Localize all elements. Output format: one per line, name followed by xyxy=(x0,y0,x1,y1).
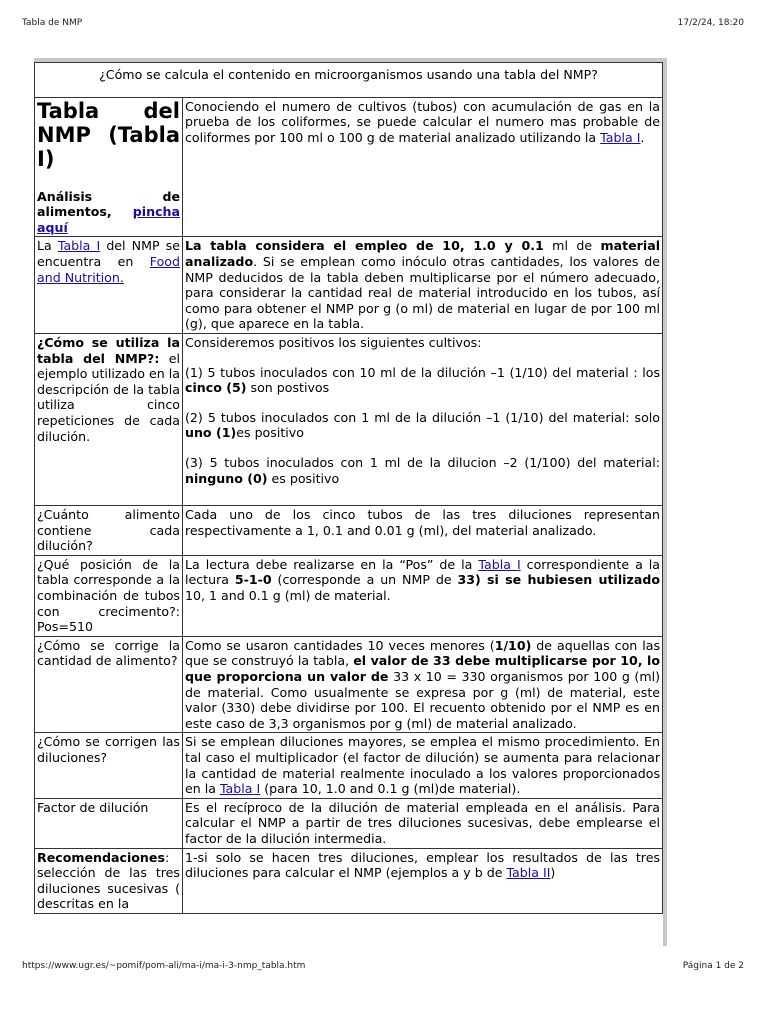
row-answer-cell: Conociendo el numero de cultivos (tubos) con acumulación de gas en la prueba de los coliformes, se puede calcular el numero mas probable de coliformes por 100 ml o 100 g de material analizado utilizando la Tabla I. xyxy=(183,97,663,237)
row-answer-cell: Consideremos positivos los siguientes cultivos: (1) 5 tubos inoculados con 10 ml de la dilución –1 (1/10) del material : los cinco (5) son postivos (2) 5 tubos inoculados con 1 ml de la dilución –1 (1/10) del material: solo uno (1)es positivo (3) 5 tubos inoculados con 1 ml de la dilucion –2 (1/100) del material: ninguno (0) es positivo xyxy=(183,333,663,505)
row-question-cell: ¿Cómo se corrigen las diluciones? xyxy=(35,733,183,798)
pincha-aqui-link[interactable]: pincha aquí xyxy=(37,204,180,235)
print-footer-page: Página 1 de 2 xyxy=(682,961,744,971)
tabla-i-link[interactable]: Tabla I xyxy=(57,238,101,254)
print-footer-url: https://www.ugr.es/~pomif/pom-ali/ma-i/ma-i-3-nmp_tabla.htm xyxy=(22,961,306,971)
row-answer-cell: Cada uno de los cinco tubos de las tres diluciones representan respectivamente a 1, 0.1 and 0.01 g (ml), del material analizado. xyxy=(183,506,663,556)
row-question-cell: ¿Qué posición de la tabla corresponde a la combinación de tubos con crecimento?: Pos=510 xyxy=(35,555,183,636)
row-answer-cell: La lectura debe realizarse en la “Pos” de la Tabla I correspondiente a la lectura 5-1-0 (corresponde a un NMP de 33) si se hubiesen utilizado 10, 1 and 0.1 g (ml) de material. xyxy=(183,555,663,636)
row-question-cell: Recomendaciones: selección de las tres diluciones sucesivas ( descritas en la xyxy=(35,848,183,913)
table-row xyxy=(35,848,663,913)
print-header-datetime: 17/2/24, 18:20 xyxy=(677,18,744,28)
row-question-cell: La Tabla I del NMP se encuentra en Food and Nutrition. xyxy=(35,237,183,334)
tabla-i-link[interactable]: Tabla I xyxy=(478,556,521,572)
table-row xyxy=(35,333,663,505)
row-answer-cell: Si se emplean diluciones mayores, se emplea el mismo procedimiento. En tal caso el multiplicador (el factor de dilución) se aumenta para relacionar la cantidad de material realmente inoculado a los valores proporcionados en la Tabla I (para 10, 1.0 and 0.1 g (ml)de material). xyxy=(183,733,663,798)
tabla-i-link[interactable]: Tabla I xyxy=(219,781,261,797)
print-header-title: Tabla de NMP xyxy=(22,18,83,28)
row-question-cell: ¿Cómo se corrige la cantidad de alimento? xyxy=(35,636,183,733)
row-answer-cell: Como se usaron cantidades 10 veces menores (1/10) de aquellas con las que se construyó la tabla, el valor de 33 debe multiplicarse por 10, lo que proporciona un valor de 33 x 10 = 330 organismos por 100 g (ml) de material. Como usualmente se expresa por g (ml) de material, este valor (330) debe dividirse por 100. El recuento obtenido por el NMP es en este caso de 3,3 organismos por g (ml) de material analizado. xyxy=(183,636,663,733)
table-row xyxy=(35,733,663,798)
table-row xyxy=(35,237,663,334)
row-question-cell: Factor de dilución xyxy=(35,798,183,848)
nmp-table xyxy=(34,62,663,914)
culture-3: (3) 5 tubos inoculados con 1 ml de la dilucion –2 (1/100) del material: ninguno (0) es positivo xyxy=(185,454,661,486)
culture-2: (2) 5 tubos inoculados con 1 ml de la dilución –1 (1/10) del material: solo uno (1)es positivo xyxy=(185,409,661,441)
tabla-i-link[interactable]: Tabla I xyxy=(600,129,641,145)
title-row xyxy=(35,63,663,98)
table-row xyxy=(35,636,663,733)
title-question: ¿Cómo se calcula el contenido en microorganismos usando una tabla del NMP? xyxy=(35,63,663,98)
table-row xyxy=(35,506,663,556)
row-answer-cell: Es el recíproco de la dilución de material empleada en el análisis. Para calcular el NMP a partir de tres diluciones sucesivas, debe emplearse el factor de la dilución intermedia. xyxy=(183,798,663,848)
table-heading: Tabla del NMP (Tabla I) xyxy=(37,98,180,171)
row-answer-cell: 1-si solo se hacen tres diluciones, emplear los resultados de las tres diluciones para calcular el NMP (ejemplos a y b de Tabla II) xyxy=(183,848,663,913)
tabla-ii-link[interactable]: Tabla II xyxy=(506,865,551,881)
table-row xyxy=(35,798,663,848)
analysis-note: Análisis de alimentos, pincha aquí xyxy=(37,188,180,235)
row-question-cell: ¿Cuánto alimento contiene cada dilución? xyxy=(35,506,183,556)
food-and-nutrition-link[interactable]: Food and Nutrition. xyxy=(37,253,180,285)
row-answer-cell: La tabla considera el empleo de 10, 1.0 y 0.1 ml de material analizado. Si se emplean como inóculo otras cantidades, los valores de NMP deducidos de la tabla deben multiplicarse por el número adecuado, para considerar la cantidad real de material introducido en los tubos, así como para obtener el NMP por g (o ml) de material en lugar de por 100 ml (g), que aparece en la tabla. xyxy=(183,237,663,334)
document-content xyxy=(34,62,663,946)
row-heading-cell xyxy=(35,97,183,237)
page-frame-right xyxy=(663,58,667,946)
culture-1: (1) 5 tubos inoculados con 10 ml de la dilución –1 (1/10) del material : los cinco (5) son postivos xyxy=(185,364,661,396)
table-row xyxy=(35,555,663,636)
table-row xyxy=(35,97,663,237)
row-question-cell: ¿Cómo se utiliza la tabla del NMP?: el ejemplo utilizado en la descripción de la tabla utiliza cinco repeticiones de cada dilución. xyxy=(35,333,183,505)
